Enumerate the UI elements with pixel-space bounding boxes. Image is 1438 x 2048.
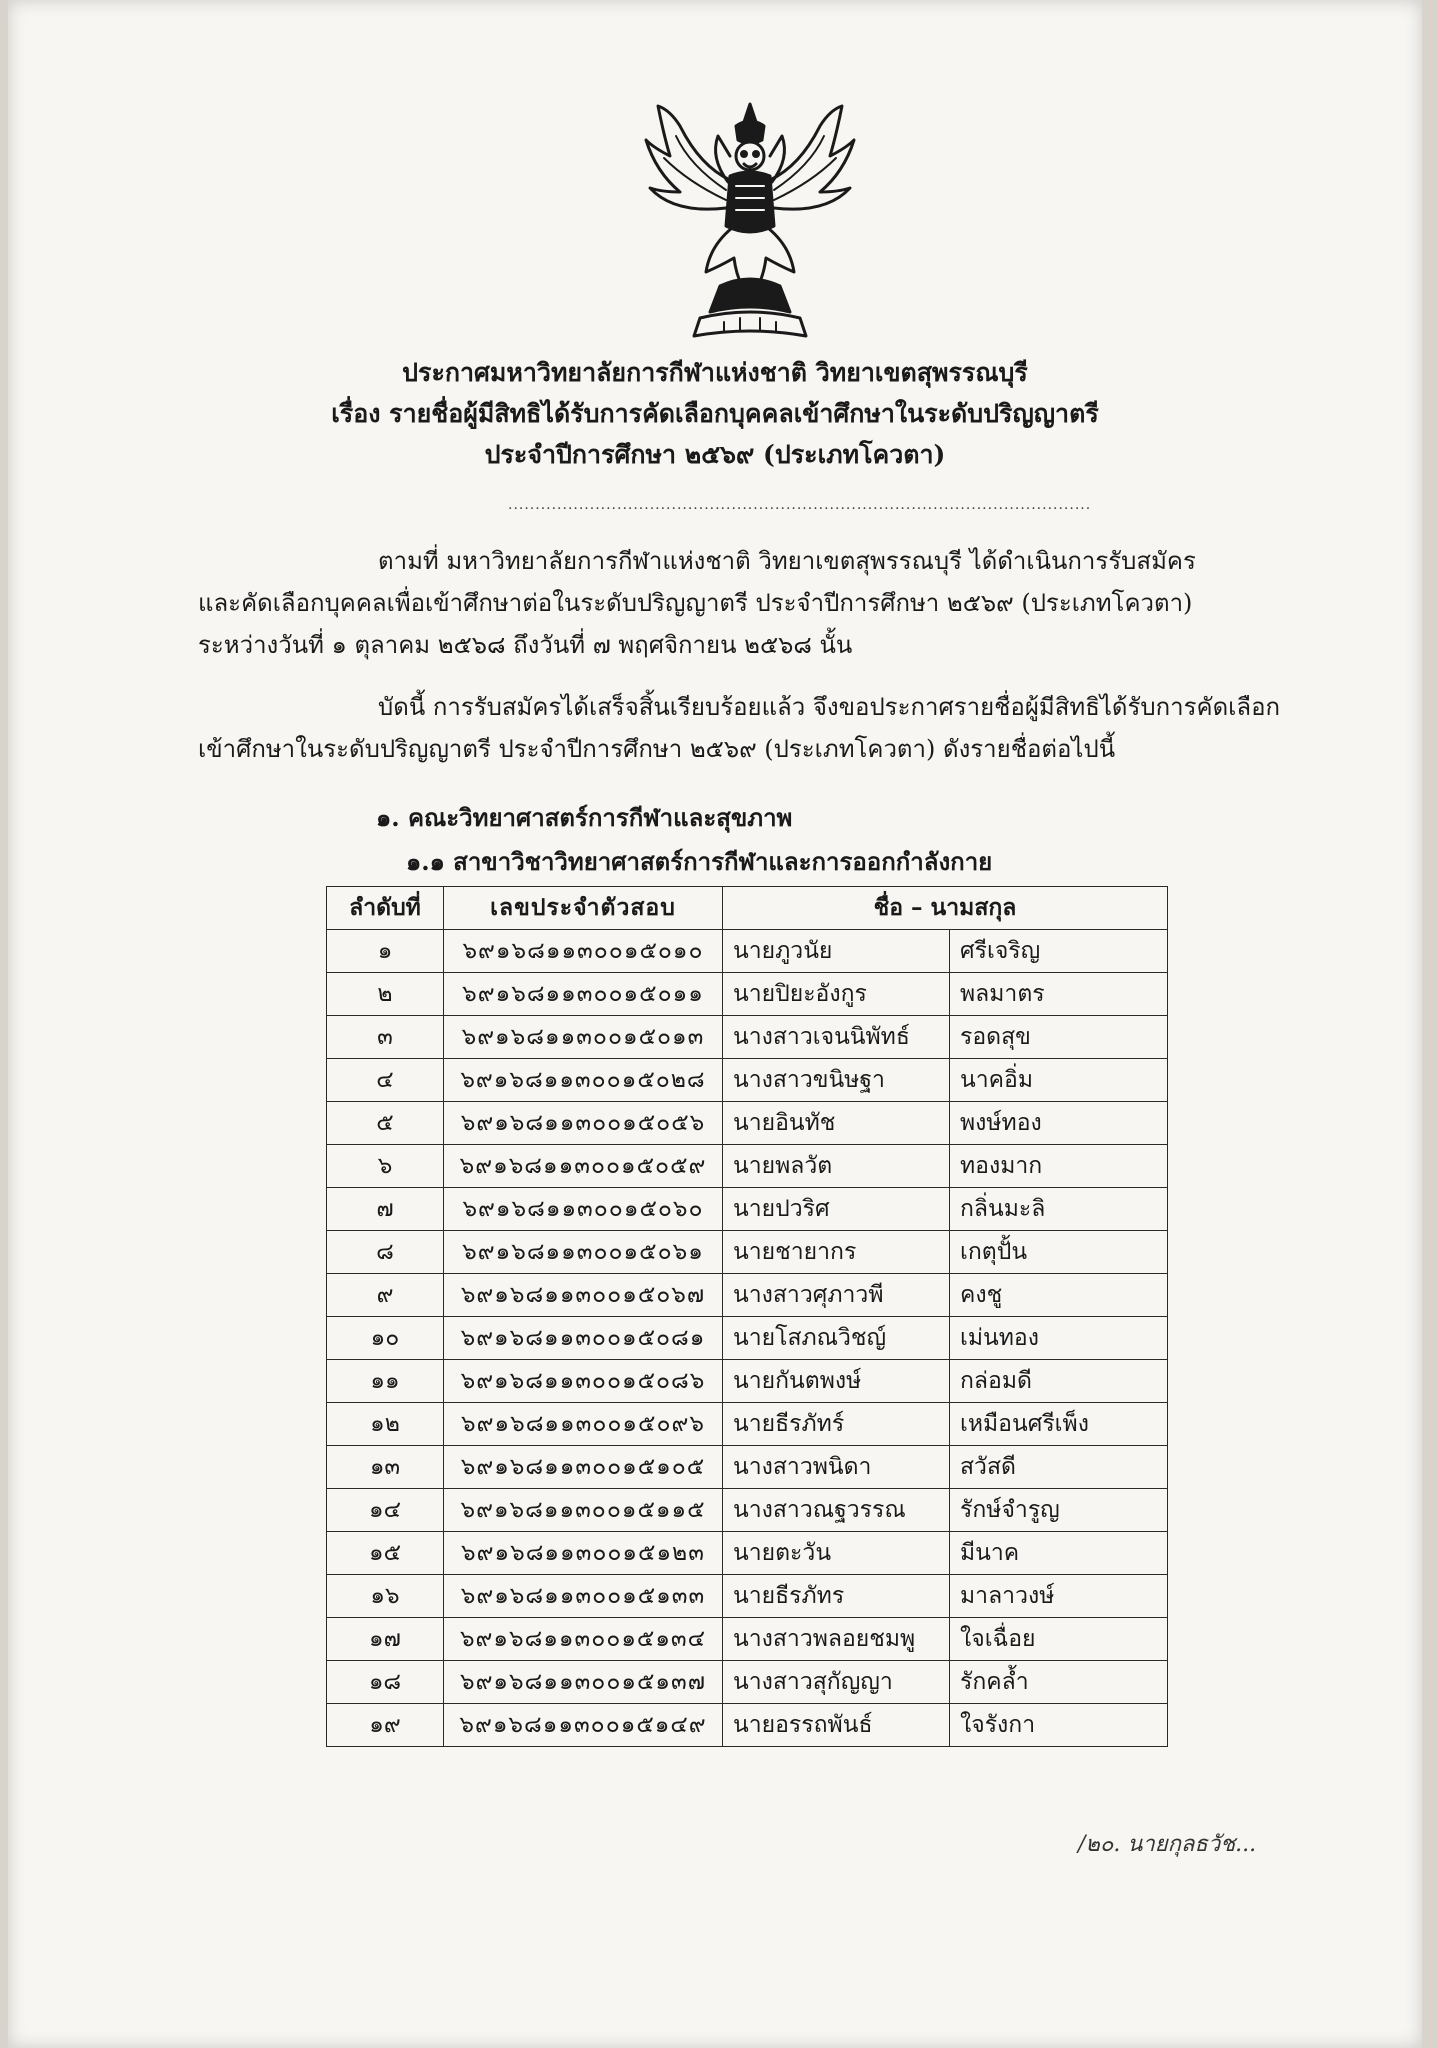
table-row: [327, 1102, 1168, 1145]
header-exam-id: เลขประจำตัวสอบ: [444, 887, 723, 930]
cell-first-name: นายปิยะอังกูร: [723, 973, 950, 1016]
cell-last-name: รักคล้ำ: [950, 1661, 1168, 1704]
table-row: [327, 930, 1168, 973]
cell-no: ๑๖: [327, 1575, 444, 1618]
cell-exam-id: ๖๙๑๖๘๑๑๓๐๐๑๕๑๔๙: [444, 1704, 723, 1747]
cell-no: ๗: [327, 1188, 444, 1231]
title-line-2: เรื่อง รายชื่อผู้มีสิทธิได้รับการคัดเลือกบุคคลเข้าศึกษาในระดับปริญญาตรี: [331, 399, 1099, 428]
table-header-row: [327, 887, 1168, 930]
cell-no: ๑๕: [327, 1532, 444, 1575]
cell-exam-id: ๖๙๑๖๘๑๑๓๐๐๑๕๐๖๗: [444, 1274, 723, 1317]
table-row: [327, 1188, 1168, 1231]
cell-exam-id: ๖๙๑๖๘๑๑๓๐๐๑๕๐๑๐: [444, 930, 723, 973]
cell-last-name: เหมือนศรีเพ็ง: [950, 1403, 1168, 1446]
announcement-paragraph: [198, 686, 1308, 770]
cell-last-name: พลมาตร: [950, 973, 1168, 1016]
garuda-emblem-icon: [640, 96, 860, 346]
cell-last-name: กลิ่นมะลิ: [950, 1188, 1168, 1231]
cell-last-name: นาคอิ่ม: [950, 1059, 1168, 1102]
table-row: [327, 1145, 1168, 1188]
header-no: ลำดับที่: [327, 887, 444, 930]
announcement-title: [8, 352, 1422, 475]
cell-no: ๙: [327, 1274, 444, 1317]
table-body: [327, 930, 1168, 1747]
cell-no: ๑๙: [327, 1704, 444, 1747]
cell-no: ๑๐: [327, 1317, 444, 1360]
cell-exam-id: ๖๙๑๖๘๑๑๓๐๐๑๕๑๐๕: [444, 1446, 723, 1489]
intro-paragraph: [198, 540, 1308, 666]
cell-exam-id: ๖๙๑๖๘๑๑๓๐๐๑๕๐๑๑: [444, 973, 723, 1016]
cell-no: ๑๗: [327, 1618, 444, 1661]
cell-last-name: รักษ์จำรูญ: [950, 1489, 1168, 1532]
cell-no: ๑๑: [327, 1360, 444, 1403]
cell-first-name: นางสาวพนิดา: [723, 1446, 950, 1489]
cell-exam-id: ๖๙๑๖๘๑๑๓๐๐๑๕๐๕๖: [444, 1102, 723, 1145]
cell-no: ๑๓: [327, 1446, 444, 1489]
cell-exam-id: ๖๙๑๖๘๑๑๓๐๐๑๕๑๑๕: [444, 1489, 723, 1532]
cell-no: ๑: [327, 930, 444, 973]
cell-first-name: นายชายากร: [723, 1231, 950, 1274]
table-row: [327, 1446, 1168, 1489]
cell-first-name: นายพลวัต: [723, 1145, 950, 1188]
intro-line-2: และคัดเลือกบุคคลเพื่อเข้าศึกษาต่อในระดับปริญญาตรี ประจำปีการศึกษา ๒๕๖๙ (ประเภทโควตา): [198, 589, 1193, 617]
cell-exam-id: ๖๙๑๖๘๑๑๓๐๐๑๕๐๙๖: [444, 1403, 723, 1446]
cell-first-name: นางสาวสุกัญญา: [723, 1661, 950, 1704]
table-row: [327, 1661, 1168, 1704]
cell-no: ๖: [327, 1145, 444, 1188]
cell-no: ๑๘: [327, 1661, 444, 1704]
table-row: [327, 1016, 1168, 1059]
title-line-3: ประจำปีการศึกษา ๒๕๖๙ (ประเภทโควตา): [484, 440, 946, 469]
candidate-table: [326, 886, 1168, 1747]
table-row: [327, 1274, 1168, 1317]
cell-last-name: กล่อมดี: [950, 1360, 1168, 1403]
cell-no: ๔: [327, 1059, 444, 1102]
cell-first-name: นางสาวเจนนิพัทธ์: [723, 1016, 950, 1059]
cell-last-name: ศรีเจริญ: [950, 930, 1168, 973]
document-page: [8, 0, 1422, 2048]
continuation-note: /๒๐. นายกุลธวัช...: [1078, 1832, 1257, 1857]
cell-first-name: นายธีรภัทร์: [723, 1403, 950, 1446]
cell-no: ๘: [327, 1231, 444, 1274]
cell-no: ๓: [327, 1016, 444, 1059]
table-row: [327, 1317, 1168, 1360]
cell-first-name: นางสาวณฐวรรณ: [723, 1489, 950, 1532]
dotted-divider: ...........................................................................................................: [508, 497, 1092, 513]
table-row: [327, 1618, 1168, 1661]
table-row: [327, 1403, 1168, 1446]
cell-last-name: รอดสุข: [950, 1016, 1168, 1059]
cell-last-name: สวัสดี: [950, 1446, 1168, 1489]
cell-exam-id: ๖๙๑๖๘๑๑๓๐๐๑๕๑๓๓: [444, 1575, 723, 1618]
cell-exam-id: ๖๙๑๖๘๑๑๓๐๐๑๕๐๑๓: [444, 1016, 723, 1059]
cell-first-name: นายปวริศ: [723, 1188, 950, 1231]
cell-last-name: ใจเฉื่อย: [950, 1618, 1168, 1661]
cell-no: ๒: [327, 973, 444, 1016]
cell-exam-id: ๖๙๑๖๘๑๑๓๐๐๑๕๐๒๘: [444, 1059, 723, 1102]
table-row: [327, 1360, 1168, 1403]
faculty-heading: ๑. คณะวิทยาศาสตร์การกีฬาและสุขภาพ: [376, 803, 793, 832]
cell-no: ๑๒: [327, 1403, 444, 1446]
intro-line-3: ระหว่างวันที่ ๑ ตุลาคม ๒๕๖๘ ถึงวันที่ ๗ พฤศจิกายน ๒๕๖๘ นั้น: [198, 631, 853, 659]
table-row: [327, 1489, 1168, 1532]
cell-last-name: มีนาค: [950, 1532, 1168, 1575]
announcement-line-1: บัดนี้ การรับสมัครได้เสร็จสิ้นเรียบร้อยแล้ว จึงขอประกาศรายชื่อผู้มีสิทธิได้รับการคัดเลือก: [378, 693, 1281, 721]
cell-first-name: นายอินทัช: [723, 1102, 950, 1145]
program-heading: ๑.๑ สาขาวิชาวิทยาศาสตร์การกีฬาและการออกกำลังกาย: [406, 847, 993, 876]
cell-exam-id: ๖๙๑๖๘๑๑๓๐๐๑๕๐๖๐: [444, 1188, 723, 1231]
cell-exam-id: ๖๙๑๖๘๑๑๓๐๐๑๕๑๓๗: [444, 1661, 723, 1704]
cell-first-name: นางสาวศุภาวพี: [723, 1274, 950, 1317]
cell-first-name: นายธีรภัทร: [723, 1575, 950, 1618]
intro-line-1: ตามที่ มหาวิทยาลัยการกีฬาแห่งชาติ วิทยาเขตสุพรรณบุรี ได้ดำเนินการรับสมัคร: [378, 547, 1196, 575]
table-row: [327, 1704, 1168, 1747]
cell-last-name: ทองมาก: [950, 1145, 1168, 1188]
cell-first-name: นางสาวพลอยชมพู: [723, 1618, 950, 1661]
cell-first-name: นายตะวัน: [723, 1532, 950, 1575]
cell-last-name: คงชู: [950, 1274, 1168, 1317]
cell-exam-id: ๖๙๑๖๘๑๑๓๐๐๑๕๐๕๙: [444, 1145, 723, 1188]
cell-no: ๑๔: [327, 1489, 444, 1532]
cell-first-name: นายภูวนัย: [723, 930, 950, 973]
cell-exam-id: ๖๙๑๖๘๑๑๓๐๐๑๕๐๖๑: [444, 1231, 723, 1274]
table-row: [327, 1575, 1168, 1618]
cell-last-name: พงษ์ทอง: [950, 1102, 1168, 1145]
cell-last-name: มาลาวงษ์: [950, 1575, 1168, 1618]
cell-exam-id: ๖๙๑๖๘๑๑๓๐๐๑๕๐๘๑: [444, 1317, 723, 1360]
cell-last-name: เม่นทอง: [950, 1317, 1168, 1360]
cell-first-name: นายโสภณวิชญ์: [723, 1317, 950, 1360]
header-name: ชื่อ – นามสกุล: [723, 887, 1168, 930]
cell-no: ๕: [327, 1102, 444, 1145]
cell-first-name: นายกันตพงษ์: [723, 1360, 950, 1403]
cell-exam-id: ๖๙๑๖๘๑๑๓๐๐๑๕๐๘๖: [444, 1360, 723, 1403]
cell-exam-id: ๖๙๑๖๘๑๑๓๐๐๑๕๑๓๔: [444, 1618, 723, 1661]
cell-first-name: นางสาวขนิษฐา: [723, 1059, 950, 1102]
announcement-line-2: เข้าศึกษาในระดับปริญญาตรี ประจำปีการศึกษา ๒๕๖๙ (ประเภทโควตา) ดังรายชื่อต่อไปนี้: [198, 735, 1116, 763]
cell-last-name: ใจรังกา: [950, 1704, 1168, 1747]
table-row: [327, 1231, 1168, 1274]
cell-exam-id: ๖๙๑๖๘๑๑๓๐๐๑๕๑๒๓: [444, 1532, 723, 1575]
cell-first-name: นายอรรถพันธ์: [723, 1704, 950, 1747]
title-line-1: ประกาศมหาวิทยาลัยการกีฬาแห่งชาติ วิทยาเขตสุพรรณบุรี: [402, 358, 1028, 387]
table-row: [327, 1532, 1168, 1575]
table-row: [327, 1059, 1168, 1102]
cell-last-name: เกตุปั้น: [950, 1231, 1168, 1274]
table-row: [327, 973, 1168, 1016]
